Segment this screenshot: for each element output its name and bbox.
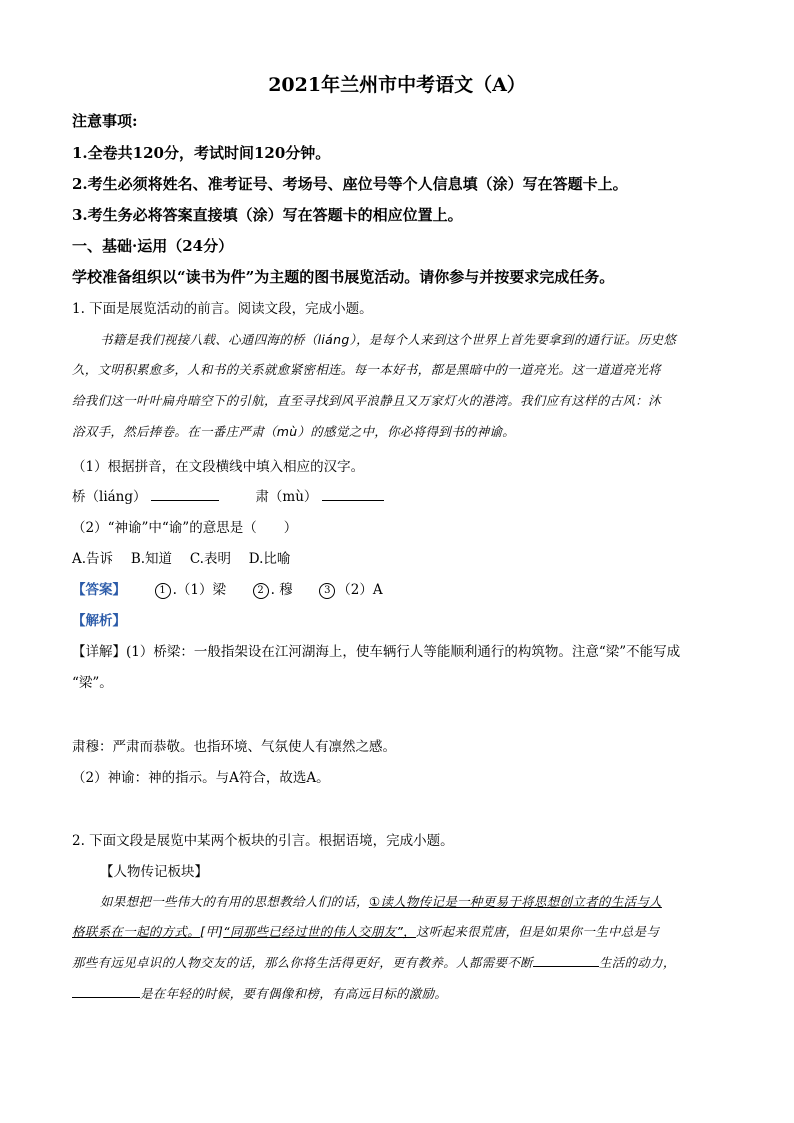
answer-text: . 穆 (270, 582, 293, 598)
question-stem: 2. 下面文段是展览中某两个板块的引言。根据语境，完成小题。 (72, 833, 454, 849)
underlined-text: “同那些已经过世的伟人交朋友”， (223, 924, 416, 939)
detail-line: （2）神谕：神的指示。与A符合，故选A。 (72, 770, 330, 786)
notice-item: 2.考生必须将姓名、准考证号、考场号、座位号等个人信息填（涂）写在答题卡上。 (72, 175, 628, 193)
block-title: 【人物传记板块】 (100, 864, 208, 880)
underlined-text: ①读人物传记是一种更易于将思想创立者的生活与人 (368, 894, 662, 909)
passage-text: 如果想把一些伟大的有用的思想教给人们的话， (100, 894, 369, 909)
circled-number: 3 (319, 583, 335, 599)
passage-line: 久，文明积累愈多，人和书的关系就愈紧密相连。每一本好书，都是黑暗中的一道亮光。这一道道亮光将 (72, 362, 661, 377)
detail-line: 【详解】(1）桥梁：一般指架设在江河湖海上，使车辆行人等能顺利通行的构筑物。注意“梁”不能写成 (72, 644, 681, 660)
passage-line (72, 984, 447, 1002)
passage-text: 是在年轻的时候，要有偶像和榜，有高远目标的激励。 (140, 986, 448, 1001)
answer-tag: 【答案】 (72, 582, 126, 598)
section-heading: 一、基础·运用（24分） (72, 237, 234, 255)
answer-blank[interactable] (533, 954, 599, 967)
passage-text: 那些有远见卓识的人物交友的话，那么你将生活得更好，更有教养。人都需要不断 (72, 955, 533, 970)
passage-line: 给我们这一叶叶扁舟暗空下的引航，直至寻找到风平浪静且又万家灯火的港湾。我们应有这样的古风：沐 (72, 393, 661, 408)
section-intro: 学校准备组织以“读书为件”为主题的图书展览活动。请你参与并按要求完成任务。 (72, 268, 615, 286)
answer-text: .（1）梁 (172, 582, 226, 598)
passage-text: [甲] (200, 924, 224, 939)
answer-text: （2）A (337, 582, 383, 598)
passage-line: 浴双手，然后捧卷。在一番庄严肃（mù）的感觉之中，你必将得到书的神谕。 (72, 424, 516, 439)
answer-blank[interactable] (151, 488, 219, 501)
fill-blank-row (72, 485, 384, 505)
sub-question: （1）根据拼音，在文段横线中填入相应的汉字。 (72, 459, 365, 475)
notice-item: 3.考生务必将答案直接填（涂）写在答题卡的相应位置上。 (72, 206, 463, 224)
circled-number: 2 (253, 583, 269, 599)
page-title: 2021年兰州市中考语文（A） (268, 74, 526, 96)
circled-number: 1 (155, 583, 171, 599)
fill-label: 桥（liáng） (72, 489, 147, 505)
answer-blank[interactable] (72, 985, 140, 998)
answer-row (72, 578, 383, 599)
passage-line: 书籍是我们视接八载、心通四海的桥（liáng），是每个人来到这个世界上首先要拿到的通行证。历史悠 (100, 332, 677, 347)
analysis-tag: 【解析】 (72, 613, 126, 629)
passage-line (72, 922, 659, 940)
notice-item: 1.全卷共120分，考试时间120分钟。 (72, 144, 331, 162)
answer-blank[interactable] (322, 488, 384, 501)
underlined-text: 格联系在一起的方式。 (72, 924, 201, 939)
passage-text: 生活的动力， (598, 955, 676, 970)
passage-line (100, 892, 662, 910)
detail-line: 肃穆：严肃而恭敬。也指环境、气氛使人有凛然之感。 (72, 739, 396, 755)
question-stem: 1. 下面是展览活动的前言。阅读文段，完成小题。 (72, 301, 373, 317)
detail-line: “梁”。 (72, 675, 113, 691)
passage-line (72, 953, 676, 971)
passage-text: 这听起来很荒唐，但是如果你一生中总是与 (415, 924, 660, 939)
fill-label: 肃（mù） (255, 489, 318, 505)
notice-heading: 注意事项: (72, 112, 138, 130)
sub-question: （2）“神谕”中“谕”的意思是（ ） (72, 520, 298, 536)
options: A.告诉 B.知道 C.表明 D.比喻 (72, 551, 291, 567)
